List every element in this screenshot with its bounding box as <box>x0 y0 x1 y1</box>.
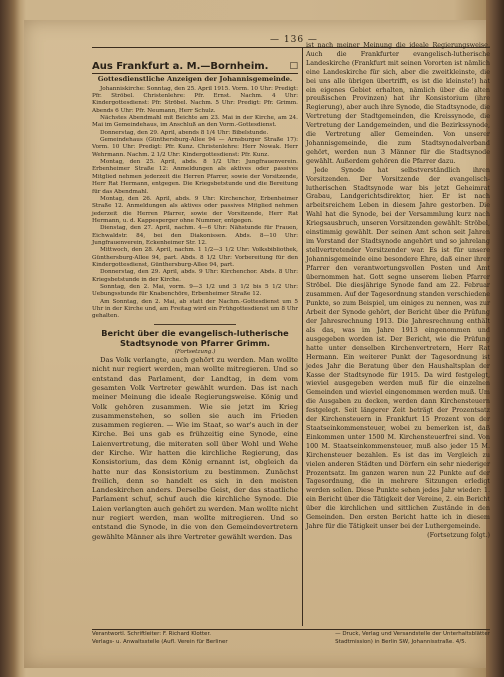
column-divider <box>302 48 303 626</box>
announcement-paragraph: Montag, den 26. April, abds. 9 Uhr: Kirchenchor, Erbenheimer Straße 12. Anmeldungen als aktives oder passives Mitglied nehmen jederzeit die Herren Pfarrer, sowie der Vorsitzende, Herr Rat Hermann, u. d. Kappesperger ohne Nummer, entgegen. <box>92 195 298 224</box>
square-mark-icon: □ <box>289 61 298 71</box>
imprint-left-line-2: Verlags- u. Anwaltsstelle (Aufl. Verein für Berliner <box>92 638 228 645</box>
article-paragraph: Das Volk verlangte, auch gehört zu werden. Man wollte nicht nur regiert werden, man wollte mitregieren. Und so entstand das Parlament, der Landtag, in dem vom gesamten Volk Vertreter gewählt wurden. Das ist nach meiner Meinung die ideale Regierungsweise. König und Volk gehören zusammen. Wie sie jetzt im Krieg zusammenstehen, so sollen sie auch im Frieden zusammen regieren. — Wie im Staat, so war's auch in der Kirche. Bei uns gab es frühzeitig eine Synode, eine Laienvertretung, die miteraten soll über Wohl und Wehe der Kirche. Wir hatten die kirchliche Regierung, das Konsistorium, das dem König ernannt ist, obgleich da hatte nur das Konsistorium zu bestimmen. Zunächst freilich, denn so handelt es sich in den meisten Landeskirchen anders. Derselbe Geist, der das staatliche Parlament schuf, schuf auch die kirchliche Synode. Die Laien verlangten auch gehört zu werden. Man wollte nicht nur regiert werden, man wollte mitregieren. Und so entstand die Synode, in die von den Gemeindevertretern gewählte Männer als ihre Vertreter gewählt werden. Das <box>92 356 298 541</box>
announcement-paragraph: Donnerstag, den 29. April, abds. 9 Uhr: Kirchenchor. Abds. 8 Uhr: Kriegsbetstunde in der Kirche. <box>92 269 298 283</box>
announcement-paragraph: Montag, den 25. April, abds. 8 1/2 Uhr: Jungfrauenverein. Erbenheimer Straße 12: Anmeldungen als aktives oder passives Mitglied nehmen jederzeit die Herren Pfarrer, sowie der Vorsitzende, Herr Rat Hermann, entgegen. Die Kriegsbetstunde und die Bereitung für das Abendmahl. <box>92 159 298 195</box>
article-closing: (Fortsetzung folgt.) <box>427 530 490 539</box>
left-column <box>92 62 298 542</box>
article-paragraph: ist nach meiner Meinung die ideale Regierungsweise. Auch die Frankfurter evangelisch-lutherische Landeskirche (Frankfurt mit seinen Vororten ist nämlich eine Landeskirche für sich, aber die zweitkleinste, die bei uns alle übrigen übertrifft, es ist die kleinste!) hat ein eigenes Gebiet erhalten, nämlich über die alten preußischen Provinzen) hat ihr Konsistorium (ihre Regierung), aber auch ihre Synode, die Stadtsynode, die Vertretung der Stadtgemeinden, die Kreissynode, die Vertretung der Landgemeinden, und die Bezirkssynode, die Vertretung aller Gemeinden. Von unserer Johannisgemeinde, die zum Stadtsynodalverband gehört, werden nun 3 Männer für die Stadtsynode gewählt. Außerdem gehören die Pfarrer dazu. <box>306 41 490 165</box>
section-rule <box>92 73 298 74</box>
announcement-paragraph: Am Sonntag, den 2. Mai, ab statt der Nachm.-Gottesdienst um 5 Uhr in der Kirche und, am Freitag wird ein Frühgottesdienst um 8 Uhr gehalten. <box>92 298 298 320</box>
announcements-block <box>92 76 298 320</box>
article-continuation: (Fortsetzung.) <box>174 348 216 355</box>
section-header <box>92 62 298 71</box>
page-number: — 136 — <box>270 35 318 45</box>
article-title: Bericht über die evangelisch-lutherische Stadtsynode von Pfarrer Grimm. <box>101 327 289 348</box>
announcement-paragraph: Donnerstag, den 29. April, abends 8 1/4 Uhr: Bibelstunde. <box>100 129 269 136</box>
announcement-paragraph: Mittwoch, den 28. April, nachm. 1 1/2—3 1/2 Uhr: Volksbibliothek, Günthersburg-Allee 94, part. Abds. 8 1/2 Uhr: Vorbereitung für den Kindergottesdienst, Günthersburg-Allee 94, part. <box>92 247 298 268</box>
announcement-paragraph: Nächstes Abendmahl mit Beichte am 23. Mai in der Kirche, am 24. Mai im Gemeindehaus, im Anschluß an den Vorm.-Gottesdienst. <box>92 115 298 129</box>
imprint-left-line-1: Verantwortl. Schriftleiter: F. Richard Klotter. <box>92 631 211 637</box>
article-paragraph: Jede Synode hat selbstverständlich ihren Vorsitzenden. Der Vorsitzende der evangelisch-lutherischen Stadtsynode war bis jetzt Geheimrat Grabau, Landgerichtsdirektor, hier. Er ist nach arbeitsreichem Leben in diesem Jahre gestorben. Die Wahl hat die Synode, bei der Versammlung kurz nach Kriegsausbruch, unseren Vorsitzenden gewählt: Ströbel, einstimmig gewählt. Der seinen Amt schon seit Jahren im Vorstand der Stadtsynode angehört und so jahrelang stellvertretender Vorsitzender war. Es ist für unsere Johannisgemeinde eine besondere Ehre, daß einer ihrer Pfarrer den verantwortungsvollen Posten und Amt übernommen hat. Gott segne unserem lieben Pfarrer Ströbel. Die diesjährige Synode fand am 22. Februar zusammen. Auf der Tagesordnung standen verschiedene Punkte, so zum Beispiel, um einiges zu nennen, was zur Arbeit der Synode gehört, der Bericht über die Prüfung der Jahresrechnung 1913. Die Jahresrechnung enthält als das, was im Jahre 1913 eingenommen und ausgegeben worden ist. Der Bericht, wie die Prüfung hatte unter denselben Kirchenvertretern, Herr Rat Hermann. Ein weiterer Punkt der Tagesordnung ist jedes Jahr die Beratung über den Haushaltsplan der Kasse der Stadtsynode für 1915. Da wird festgelegt, wieviel ausgegeben werden muß für die einzelnen Gemeinden und wieviel eingenommen werden muß. Um die Ausgaben zu decken, werden dann Kirchensteuern festgelegt. Seit längerer Zeit beträgt der Prozentsatz der Kirchensteuern in Frankfurt 15 Prozent von der Staatseinkommensteuer, wobei zu bemerken ist, daß Einkommen unter 1500 M. Kirchensteuerfrei sind. Von 100 M. Staatseinkommensteuer, muß also jeder 15 M. Kirchensteuer bezahlen. Es ist das im Vergleich zu vielen anderen Städten und Dörfern ein sehr niederiger Prozentsatz. Im ganzen waren nun 22 Punkte auf der Tagesordnung, die in mehrere Sitzungen erledigt werden sollen. Diese Punkte sehen jedes Jahr wieder: 1. ein Bericht über die Tätigkeit der Vereine, 2. ein Bericht über die kirchlichen und sittlichen Zustände in den Gemeinden. Den ersten Bericht hatte ich in diesem Jahre für die Tätigkeit unser bei der Luthergemeinde. <box>306 165 490 530</box>
right-column <box>306 41 490 540</box>
imprint-right-line-1: — Druck, Verlag und Versandstelle der Unterhaltsblätter <box>335 631 490 637</box>
section-title: Aus Frankfurt a. M.—Bornheim. <box>92 61 269 72</box>
announcement-paragraph: Johanniskirche: Sonntag, den 25. April 1915. Vorm. 10 Uhr: Predigt: Pfr. Ströbel. Christenlehre: Pfr. Ernst. Nachm. 4 Uhr: Kindergottesdienst: Pfr. Ströbel. Nachm. 5 Uhr: Predigt: Pfr. Grimm. Abends 6 Uhr: Pfr. Neumann, Herr Schulz. <box>92 85 298 114</box>
announcements-title: Gottesdienstliche Anzeigen der Johannisgemeinde. <box>97 75 293 84</box>
announcement-paragraph: Gemeindehaus (Günthersburg-Allee 94 — Arnsburger Straße 17): Vorm. 10 Uhr: Predigt: Pfr. Kunz. Christenlehre: Herr Nowak. Herr Wehrmann. Nachm. 2 1/2 Uhr: Kindergottesdienst: Pfr. Kunz. <box>92 137 298 158</box>
announcement-paragraph: Dienstag, den 27. April, nachm. 4—6 Uhr: Nähstunde für Frauen, Eichwaldstr. 84, bei den Diakonissen. Abds. 8—10 Uhr: Jungfrauenverein, Eckenheimer Str. 12. <box>92 225 298 246</box>
announcement-paragraph: Sonntag, den 2. Mai, vorm. 9—3 1/2 und 3 1/2 bis 5 1/2 Uhr: Uebungsstunde für Knabenchöre, Erbenheimer Straße 12. <box>92 283 298 298</box>
imprint-footer <box>92 629 490 646</box>
separator-rule <box>154 324 236 325</box>
imprint-right-line-2: Stadtmission) in Berlin SW, Johannisstraße. 4/5. <box>335 638 467 645</box>
